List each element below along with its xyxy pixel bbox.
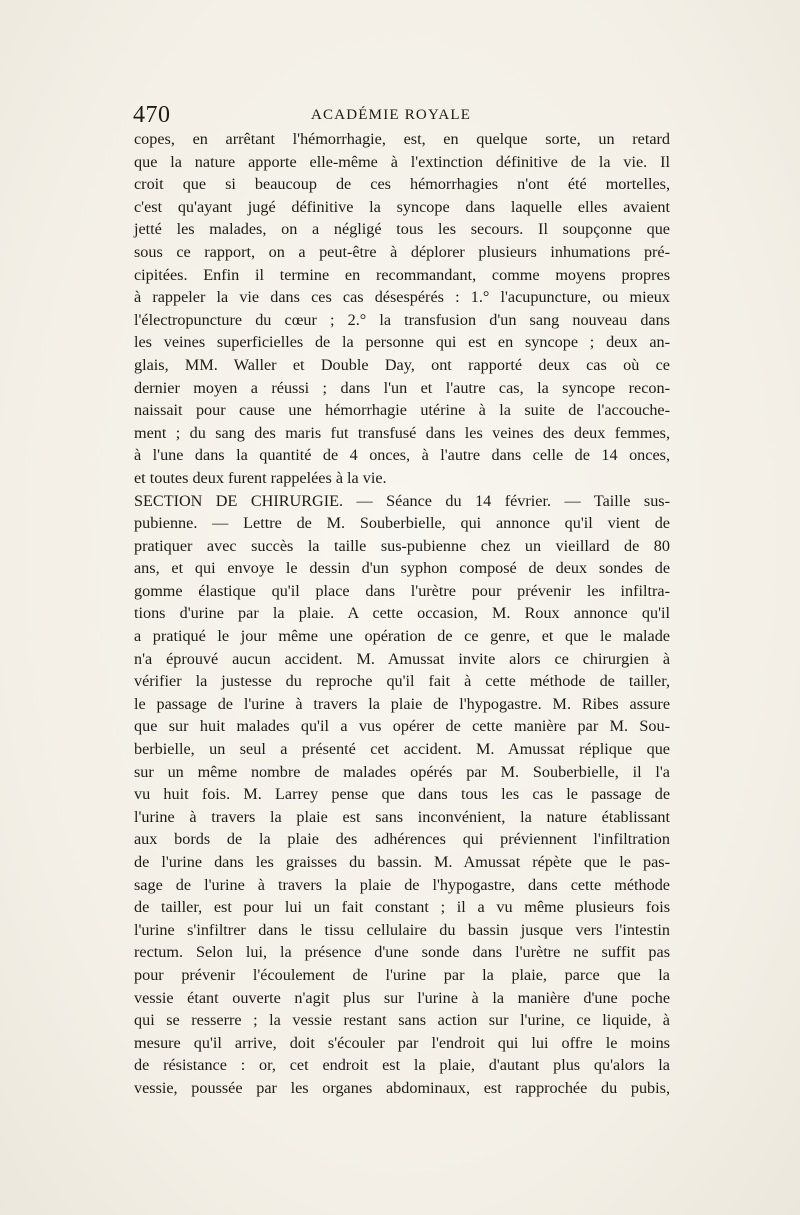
text-line: vessie, poussée par les organes abdominaux, est rapprochée du pubis, (134, 1078, 670, 1097)
text-line: que sur huit malades qu'il a vus opérer de cette manière par M. Sou- (134, 717, 670, 736)
text-line: de tailler, est pour lui un fait constant ; il a vu même plusieurs fois (134, 898, 670, 917)
text-line: pratiquer avec succès la taille sus-pubienne chez un vieillard de 80 (134, 536, 670, 555)
text-line: sur un même nombre de malades opérés par M. Souberbielle, il l'a (134, 762, 670, 781)
text-line: pour prévenir l'écoulement de l'urine par la plaie, parce que la (134, 965, 670, 984)
text-line: à rappeler la vie dans ces cas désespérés : 1.° l'acupuncture, ou mieux (134, 288, 670, 307)
body-text (134, 128, 670, 1100)
text-line: à l'une dans la quantité de 4 onces, à l'autre dans celle de 14 onces, (134, 446, 670, 465)
text-line: gomme élastique qu'il place dans l'urètre pour prévenir les infiltra- (134, 581, 670, 600)
text-line: aux bords de la plaie des adhérences qui préviennent l'infiltration (134, 830, 670, 849)
text-line: vu huit fois. M. Larrey pense que dans tous les cas le passage de (134, 785, 670, 804)
text-line: ment ; du sang des maris fut transfusé dans les veines des deux femmes, (134, 423, 670, 442)
text-line: l'électropuncture du cœur ; 2.° la transfusion d'un sang nouveau dans (134, 310, 670, 329)
text-line: pubienne. — Lettre de M. Souberbielle, qui annonce qu'il vient de (134, 514, 670, 533)
text-line: SECTION DE CHIRURGIE. — Séance du 14 février. — Taille sus- (134, 491, 670, 510)
text-line: a pratiqué le jour même une opération de ce genre, et que le malade (134, 627, 670, 646)
text-line: naissait pour cause une hémorrhagie utérine à la suite de l'accouche- (134, 401, 670, 420)
page-number: 470 (133, 102, 171, 128)
text-line: le passage de l'urine à travers la plaie de l'hypogastre. M. Ribes assure (134, 694, 670, 713)
text-line: de résistance : or, cet endroit est la plaie, d'autant plus qu'alors la (134, 1056, 670, 1075)
text-line: c'est qu'ayant jugé définitive la syncope dans laquelle elles avaient (134, 197, 670, 216)
text-line: cipitées. Enfin il termine en recommandant, comme moyens propres (134, 265, 670, 284)
text-line: sage de l'urine à travers la plaie de l'hypogastre, dans cette méthode (134, 875, 670, 894)
text-line: jetté les malades, on a négligé tous les secours. Il soupçonne que (134, 220, 670, 239)
text-line: rectum. Selon lui, la présence d'une sonde dans l'urètre ne suffit pas (134, 943, 670, 962)
text-line: ans, et qui envoye le dessin d'un syphon composé de deux sondes de (134, 559, 670, 578)
text-line: dernier moyen a réussi ; dans l'un et l'autre cas, la syncope recon- (134, 378, 670, 397)
text-line: croit que si beaucoup de ces hémorrhagies n'ont été mortelles, (134, 175, 670, 194)
text-line: vessie étant ouverte n'agit plus sur l'urine à la manière d'une poche (134, 988, 670, 1007)
text-line: de l'urine dans les graisses du bassin. M. Amussat répète que le pas- (134, 853, 670, 871)
text-line: l'urine à travers la plaie est sans inconvénient, la nature établissant (134, 807, 670, 826)
text-line: et toutes deux furent rappelées à la vie. (134, 468, 387, 487)
text-line: qui se resserre ; la vessie restant sans action sur l'urine, ce liquide, à (134, 1011, 670, 1030)
text-line: vérifier la justesse du reproche qu'il fait à cette méthode de tailler, (134, 672, 670, 691)
text-line: copes, en arrêtant l'hémorrhagie, est, en quelque sorte, un retard (134, 130, 670, 148)
text-line: mesure qu'il arrive, doit s'écouler par l'endroit qui lui offre le moins (134, 1033, 670, 1052)
running-title: ACADÉMIE ROYALE (311, 107, 472, 123)
text-line: tions d'urine par la plaie. A cette occasion, M. Roux annonce qu'il (134, 604, 670, 623)
text-line: l'urine s'infiltrer dans le tissu cellulaire du bassin jusque vers l'intestin (134, 920, 670, 939)
text-line: berbielle, un seul a présenté cet accident. M. Amussat réplique que (134, 740, 670, 759)
text-line: les veines superficielles de la personne qui est en syncope ; deux an- (134, 333, 670, 352)
text-line: que la nature apporte elle-même à l'extinction définitive de la vie. Il (134, 152, 670, 171)
text-line: glais, MM. Waller et Double Day, ont rapporté deux cas où ce (134, 355, 670, 374)
text-line: sous ce rapport, on a peut-être à déplorer plusieurs inhumations pré- (134, 242, 670, 261)
text-line: n'a éprouvé aucun accident. M. Amussat invite alors ce chirurgien à (134, 649, 670, 668)
